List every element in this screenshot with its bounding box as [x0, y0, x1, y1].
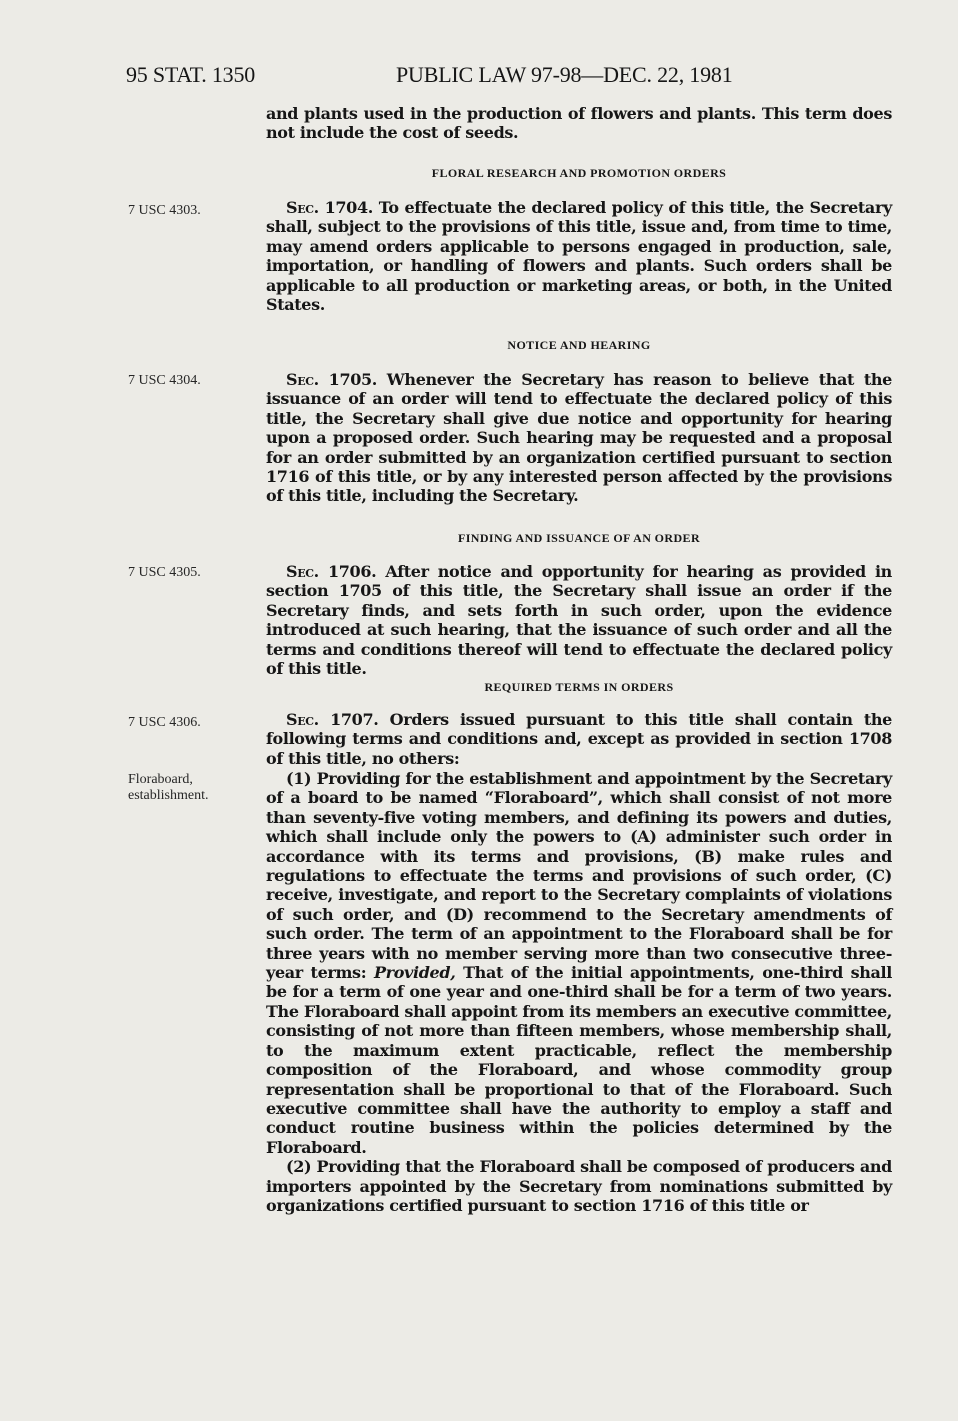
item-1-text-b: That of the initial appointments, one-third shall be for a term of one year and one-third shall be for a term of two years. The Floraboard shall appoint from its members an executive committee, consisting of not more than fifteen members, whose membership shall, to the maximum extent practicable, reflect the membership composition of the Floraboard, and whose commodity group representation shall be proportional to that of the Floraboard. Such executive committee shall have the authority to employ a staff and conduct routine business within the policies determined by the Floraboard.	[266, 963, 892, 1157]
sec-number: 1706.	[327, 562, 377, 581]
item-1-proviso: Provided,	[373, 963, 456, 983]
section-1707-paragraph	[266, 710, 892, 768]
running-header	[126, 62, 896, 88]
sec-text: Whenever the Secretary has reason to believe that the issuance of an order will tend to effectuate the declared policy of this title, the Secretary shall give due notice and opportunity for hearing upon a proposed order. Such hearing may be requested and a proposal for an order submitted by an organization certified pursuant to section 1716 of this title, or by any interested person affected by the provisions of this title, including the Secretary.	[266, 370, 892, 506]
item-1-text-a: (1) Providing for the establishment and appointment by the Secretary of a board to be named “Floraboard”, which shall consist of not more than seventy-five voting members, and defining its powers and duties, which shall include only the powers to (A) administer such order in accordance with its terms and provisions, (B) make rules and regulations to effectuate the terms and provisions of such order, (C) receive, investigate, and report to the Secretary complaints of violations of such order, and (D) recommend to the Secretary amendments of such order. The term of an appointment to the Floraboard shall be for three years with no member serving more than two consecutive three-year terms:	[266, 769, 892, 983]
margin-citation-4306: 7 USC 4306.	[128, 715, 201, 730]
continuation-text	[266, 104, 892, 143]
sec-label: Sec.	[286, 710, 319, 729]
sec-text: To effectuate the declared policy of this title, the Secretary shall, subject to the provisions of this title, issue and, from time to time, may amend orders applicable to persons engaged in production, sale, importation, or handling of flowers and plants. Such orders shall be applicable to all production or marketing areas, or both, in the United States.	[266, 198, 892, 315]
section-heading-floral-research: FLORAL RESEARCH AND PROMOTION ORDERS	[431, 166, 727, 180]
section-1704-paragraph	[266, 198, 892, 314]
section-1705-paragraph	[266, 370, 892, 506]
sec-label: Sec.	[286, 198, 319, 217]
section-heading-finding-issuance: FINDING AND ISSUANCE OF AN ORDER	[457, 531, 701, 545]
margin-note-floraboard	[128, 772, 248, 804]
item-1-paragraph	[266, 769, 892, 1157]
sec-text: Orders issued pursuant to this title shall contain the following terms and conditions and, except as provided in section 1708 of this title, no others:	[266, 710, 892, 768]
section-1707	[266, 710, 892, 768]
required-terms-items	[266, 769, 892, 1215]
margin-note-line1: Floraboard,	[128, 772, 193, 787]
continuation-paragraph: and plants used in the production of flowers and plants. This term does not include the cost of seeds.	[266, 104, 892, 143]
sec-number: 1705.	[328, 370, 378, 389]
statute-page-number: 95 STAT. 1350	[126, 62, 256, 87]
public-law-title: PUBLIC LAW 97-98—DEC. 22, 1981	[396, 62, 733, 87]
sec-label: Sec.	[286, 562, 319, 581]
section-1705	[266, 370, 892, 506]
section-1706	[266, 562, 892, 678]
sec-number: 1707.	[330, 710, 379, 729]
margin-note-line2: establishment.	[128, 788, 209, 803]
sec-text: After notice and opportunity for hearing as provided in section 1705 of this title, the Secretary shall issue an order if the Secretary finds, and sets forth in such order, upon the evidence introduced at such hearing, that the issuance of such order and all the terms and conditions thereof will tend to effectuate the declared policy of this title.	[266, 562, 892, 679]
margin-citation-4305: 7 USC 4305.	[128, 565, 201, 580]
sec-label: Sec.	[286, 370, 319, 389]
sec-number: 1704.	[324, 198, 373, 217]
section-1706-paragraph	[266, 562, 892, 678]
item-2-paragraph: (2) Providing that the Floraboard shall be composed of producers and importers appointed by the Secretary from nominations submitted by organizations certified pursuant to section 1716 of this title or	[266, 1157, 892, 1215]
section-1704	[266, 198, 892, 314]
margin-citation-4303: 7 USC 4303.	[128, 203, 201, 218]
section-heading-notice-hearing: NOTICE AND HEARING	[507, 338, 651, 352]
section-heading-required-terms: REQUIRED TERMS IN ORDERS	[484, 680, 674, 694]
margin-citation-4304: 7 USC 4304.	[128, 373, 201, 388]
